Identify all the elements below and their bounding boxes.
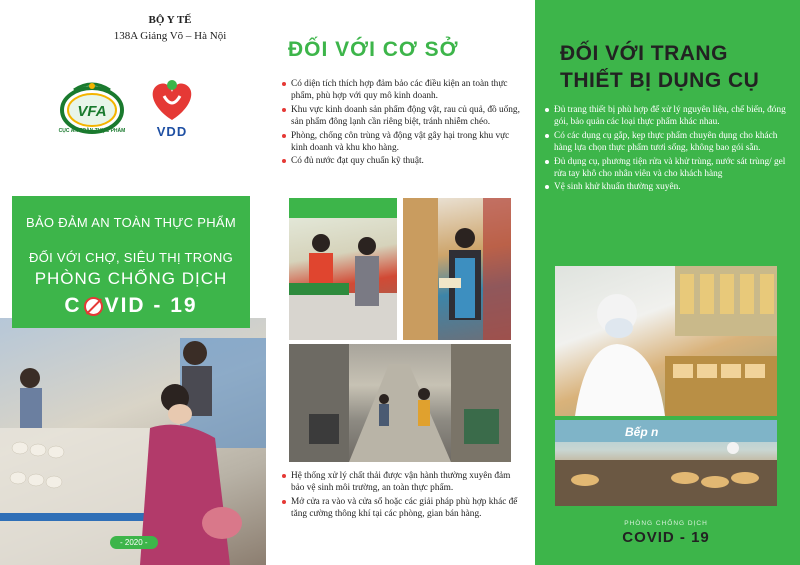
list-item: Đủ dụng cụ, phương tiện rửa và khử trùng, nước sát trùng/ gel rửa tay khô cho nhân viên và cho khách hàng	[545, 156, 790, 181]
bullet-icon	[282, 500, 286, 504]
clerk-illustration	[555, 266, 777, 416]
facility-bullets-bottom	[282, 470, 522, 522]
list-item: Có diện tích thích hợp đảm bảo các điều kiện an toàn thực phẩm, phù hợp với quy mô kinh doanh.	[282, 78, 522, 103]
org-name: BỘ Y TẾ	[148, 14, 192, 26]
bullet-icon	[282, 134, 286, 138]
equipment-footer	[555, 520, 777, 546]
vfa-logo-text: VFA	[77, 103, 107, 120]
equipment-title	[560, 40, 790, 94]
list-item: Khu vực kinh doanh sản phẩm động vật, rau củ quả, đồ uống, sản phẩm đông lạnh cần riêng biệt, tránh nhiễm chéo.	[282, 104, 522, 129]
counter-illustration	[555, 420, 777, 506]
equipment-title-line-2: THIẾT BỊ DỤNG CỤ	[560, 69, 760, 92]
year-badge: - 2020 -	[110, 536, 158, 549]
facility-title: ĐỐI VỚI CƠ SỞ	[288, 38, 459, 61]
market-street-photo	[289, 344, 511, 462]
no-virus-icon	[84, 297, 103, 316]
bullet-icon	[545, 134, 549, 138]
supermarket-shopper-illustration	[0, 318, 266, 565]
list-item: Hệ thống xử lý chất thải được vận hành thường xuyên đảm bảo vệ sinh môi trường, an toàn thực phẩm.	[282, 470, 522, 495]
equipment-bullets	[545, 104, 790, 195]
cover-line-1: BẢO ĐẢM AN TOÀN THỰC PHẨM	[25, 215, 237, 230]
staff-illustration	[403, 198, 511, 340]
equipment-title-line-1: ĐỐI VỚI TRANG	[560, 42, 728, 65]
covid-rest: VID - 19	[104, 294, 198, 317]
bullet-icon	[282, 108, 286, 112]
bullet-icon	[282, 82, 286, 86]
bullet-icon	[282, 474, 286, 478]
cashier-photo	[289, 198, 397, 340]
supermarket-shopper-photo	[0, 318, 266, 565]
bullet-icon	[545, 108, 549, 112]
list-item: Có đủ nước đạt quy chuẩn kỹ thuật.	[282, 155, 522, 167]
street-illustration	[289, 344, 511, 462]
list-item: Đủ trang thiết bị phù hợp để xử lý nguyên liệu, chế biến, đóng gói, bảo quản các loại thực phẩm khác nhau.	[545, 104, 790, 129]
food-clerk-photo	[555, 266, 777, 416]
list-item: Có các dụng cụ gắp, kẹp thực phẩm chuyên dụng cho khách hàng lựa chọn thực phẩm tươi sống, không bao gói sẵn.	[545, 130, 790, 155]
list-item: Phòng, chống côn trùng và động vật gây hại trong khu vực kinh doanh và khu kho hàng.	[282, 130, 522, 155]
bullet-icon	[545, 160, 549, 164]
covid-c: C	[64, 294, 82, 317]
vfa-logo-caption: CỤC AN TOÀN THỰC PHẨM	[58, 128, 126, 134]
list-item: Mở cửa ra vào và cửa sổ hoặc các giải pháp phù hợp khác để tăng cường thông khí tại các phòng, gian bán hàng.	[282, 496, 522, 521]
org-header	[100, 12, 240, 44]
cover-panel	[0, 0, 270, 565]
cover-line-2: ĐỐI VỚI CHỢ, SIÊU THỊ TRONG	[29, 250, 233, 265]
covid-heading	[12, 294, 250, 318]
bullet-icon	[282, 159, 286, 163]
cashier-illustration	[289, 198, 397, 340]
facility-bullets-top	[282, 78, 522, 169]
cover-line-3: PHÒNG CHỐNG DỊCH	[34, 269, 228, 288]
footer-title: COVID - 19	[622, 529, 710, 546]
supermarket-staff-photo	[403, 198, 511, 340]
org-address: 138A Giảng Võ – Hà Nội	[113, 30, 227, 42]
vdd-logo-text: VDD	[156, 124, 188, 139]
bullet-icon	[545, 185, 549, 189]
cover-title-box	[12, 196, 250, 328]
counter-sign-text: Bếp n	[625, 425, 659, 439]
footer-subtitle: PHÒNG CHỐNG DỊCH	[624, 520, 708, 527]
food-counter-photo	[555, 420, 777, 506]
list-item: Vệ sinh khử khuẩn thường xuyên.	[545, 181, 790, 193]
